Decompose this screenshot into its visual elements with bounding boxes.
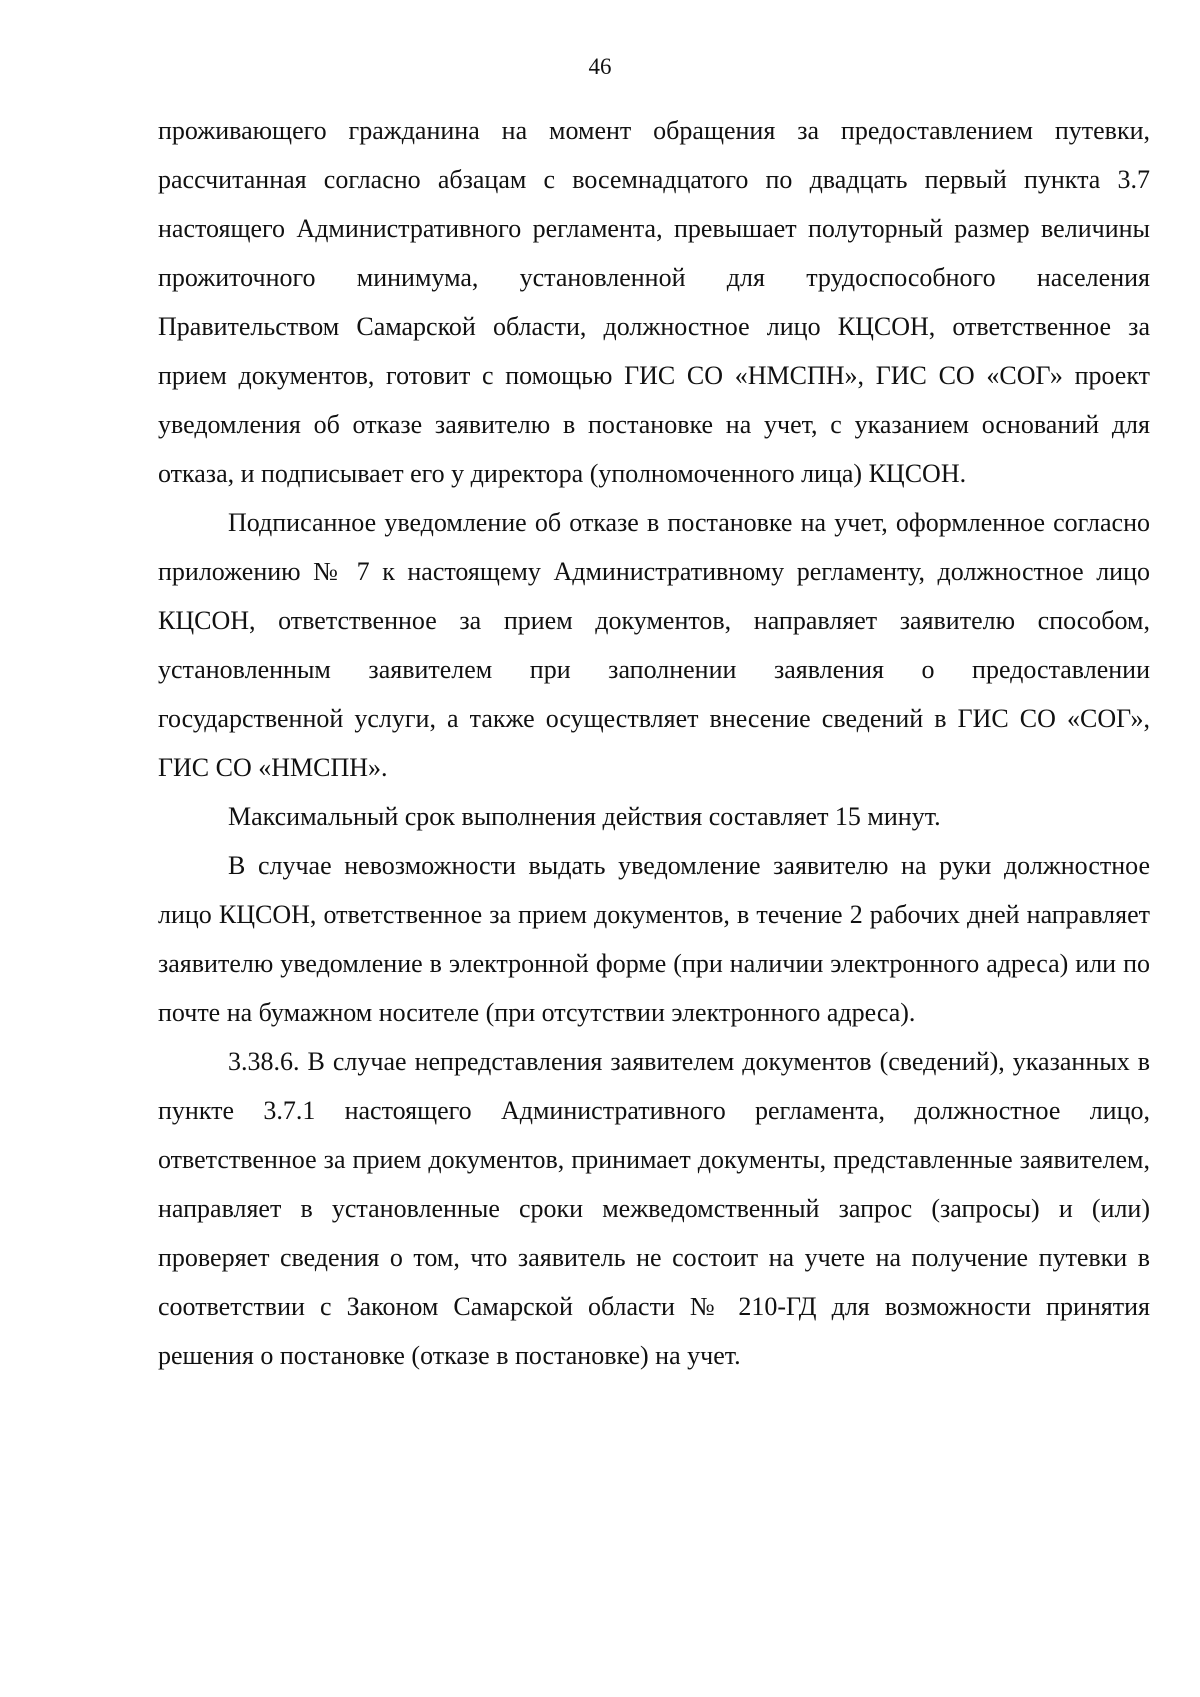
page-number: 46 <box>588 54 612 79</box>
paragraph-continuation: проживающего гражданина на момент обращения за предоставлением путевки, рассчитанная согласно абзацам с восемнадцатого по двадцать первый пункта 3.7 настоящего Административного регламента, превышает полуторный размер величины прожиточного минимума, установленной для трудоспособного населения Правительством Самарской области, должностное лицо КЦСОН, ответственное за прием документов, готовит с помощью ГИС СО «НМСПН», ГИС СО «СОГ» проект уведомления об отказе заявителю в постановке на учет, с указанием оснований для отказа, и подписывает его у директора (уполномоченного лица) КЦСОН. <box>158 116 1150 488</box>
paragraph-max-duration: Максимальный срок выполнения действия составляет 15 минут. <box>228 802 941 831</box>
paragraph-clause-3-38-6: 3.38.6. В случае непредставления заявителем документов (сведений), указанных в пункте 3.7.1 настоящего Административного регламента, должностное лицо, ответственное за прием документов, принимает документы, представленные заявителем, направляет в установленные сроки межведомственный запрос (запросы) и (или) проверяет сведения о том, что заявитель не состоит на учете на получение путевки в соответствии с Законом Самарской области № 210-ГД для возможности принятия решения о постановке (отказе в постановке) на учет. <box>158 1047 1150 1370</box>
paragraph-delivery: В случае невозможности выдать уведомление заявителю на руки должностное лицо КЦСОН, ответственное за прием документов, в течение 2 рабочих дней направляет заявителю уведомление в электронной форме (при наличии электронного адреса) или по почте на бумажном носителе (при отсутствии электронного адреса). <box>158 851 1150 1027</box>
document-body <box>158 106 1150 1380</box>
paragraph-signed-notice: Подписанное уведомление об отказе в постановке на учет, оформленное согласно приложению № 7 к настоящему Административному регламенту, должностное лицо КЦСОН, ответственное за прием документов, направляет заявителю способом, установленным заявителем при заполнении заявления о предоставлении государственной услуги, а также осуществляет внесение сведений в ГИС СО «СОГ», ГИС СО «НМСПН». <box>158 508 1150 782</box>
